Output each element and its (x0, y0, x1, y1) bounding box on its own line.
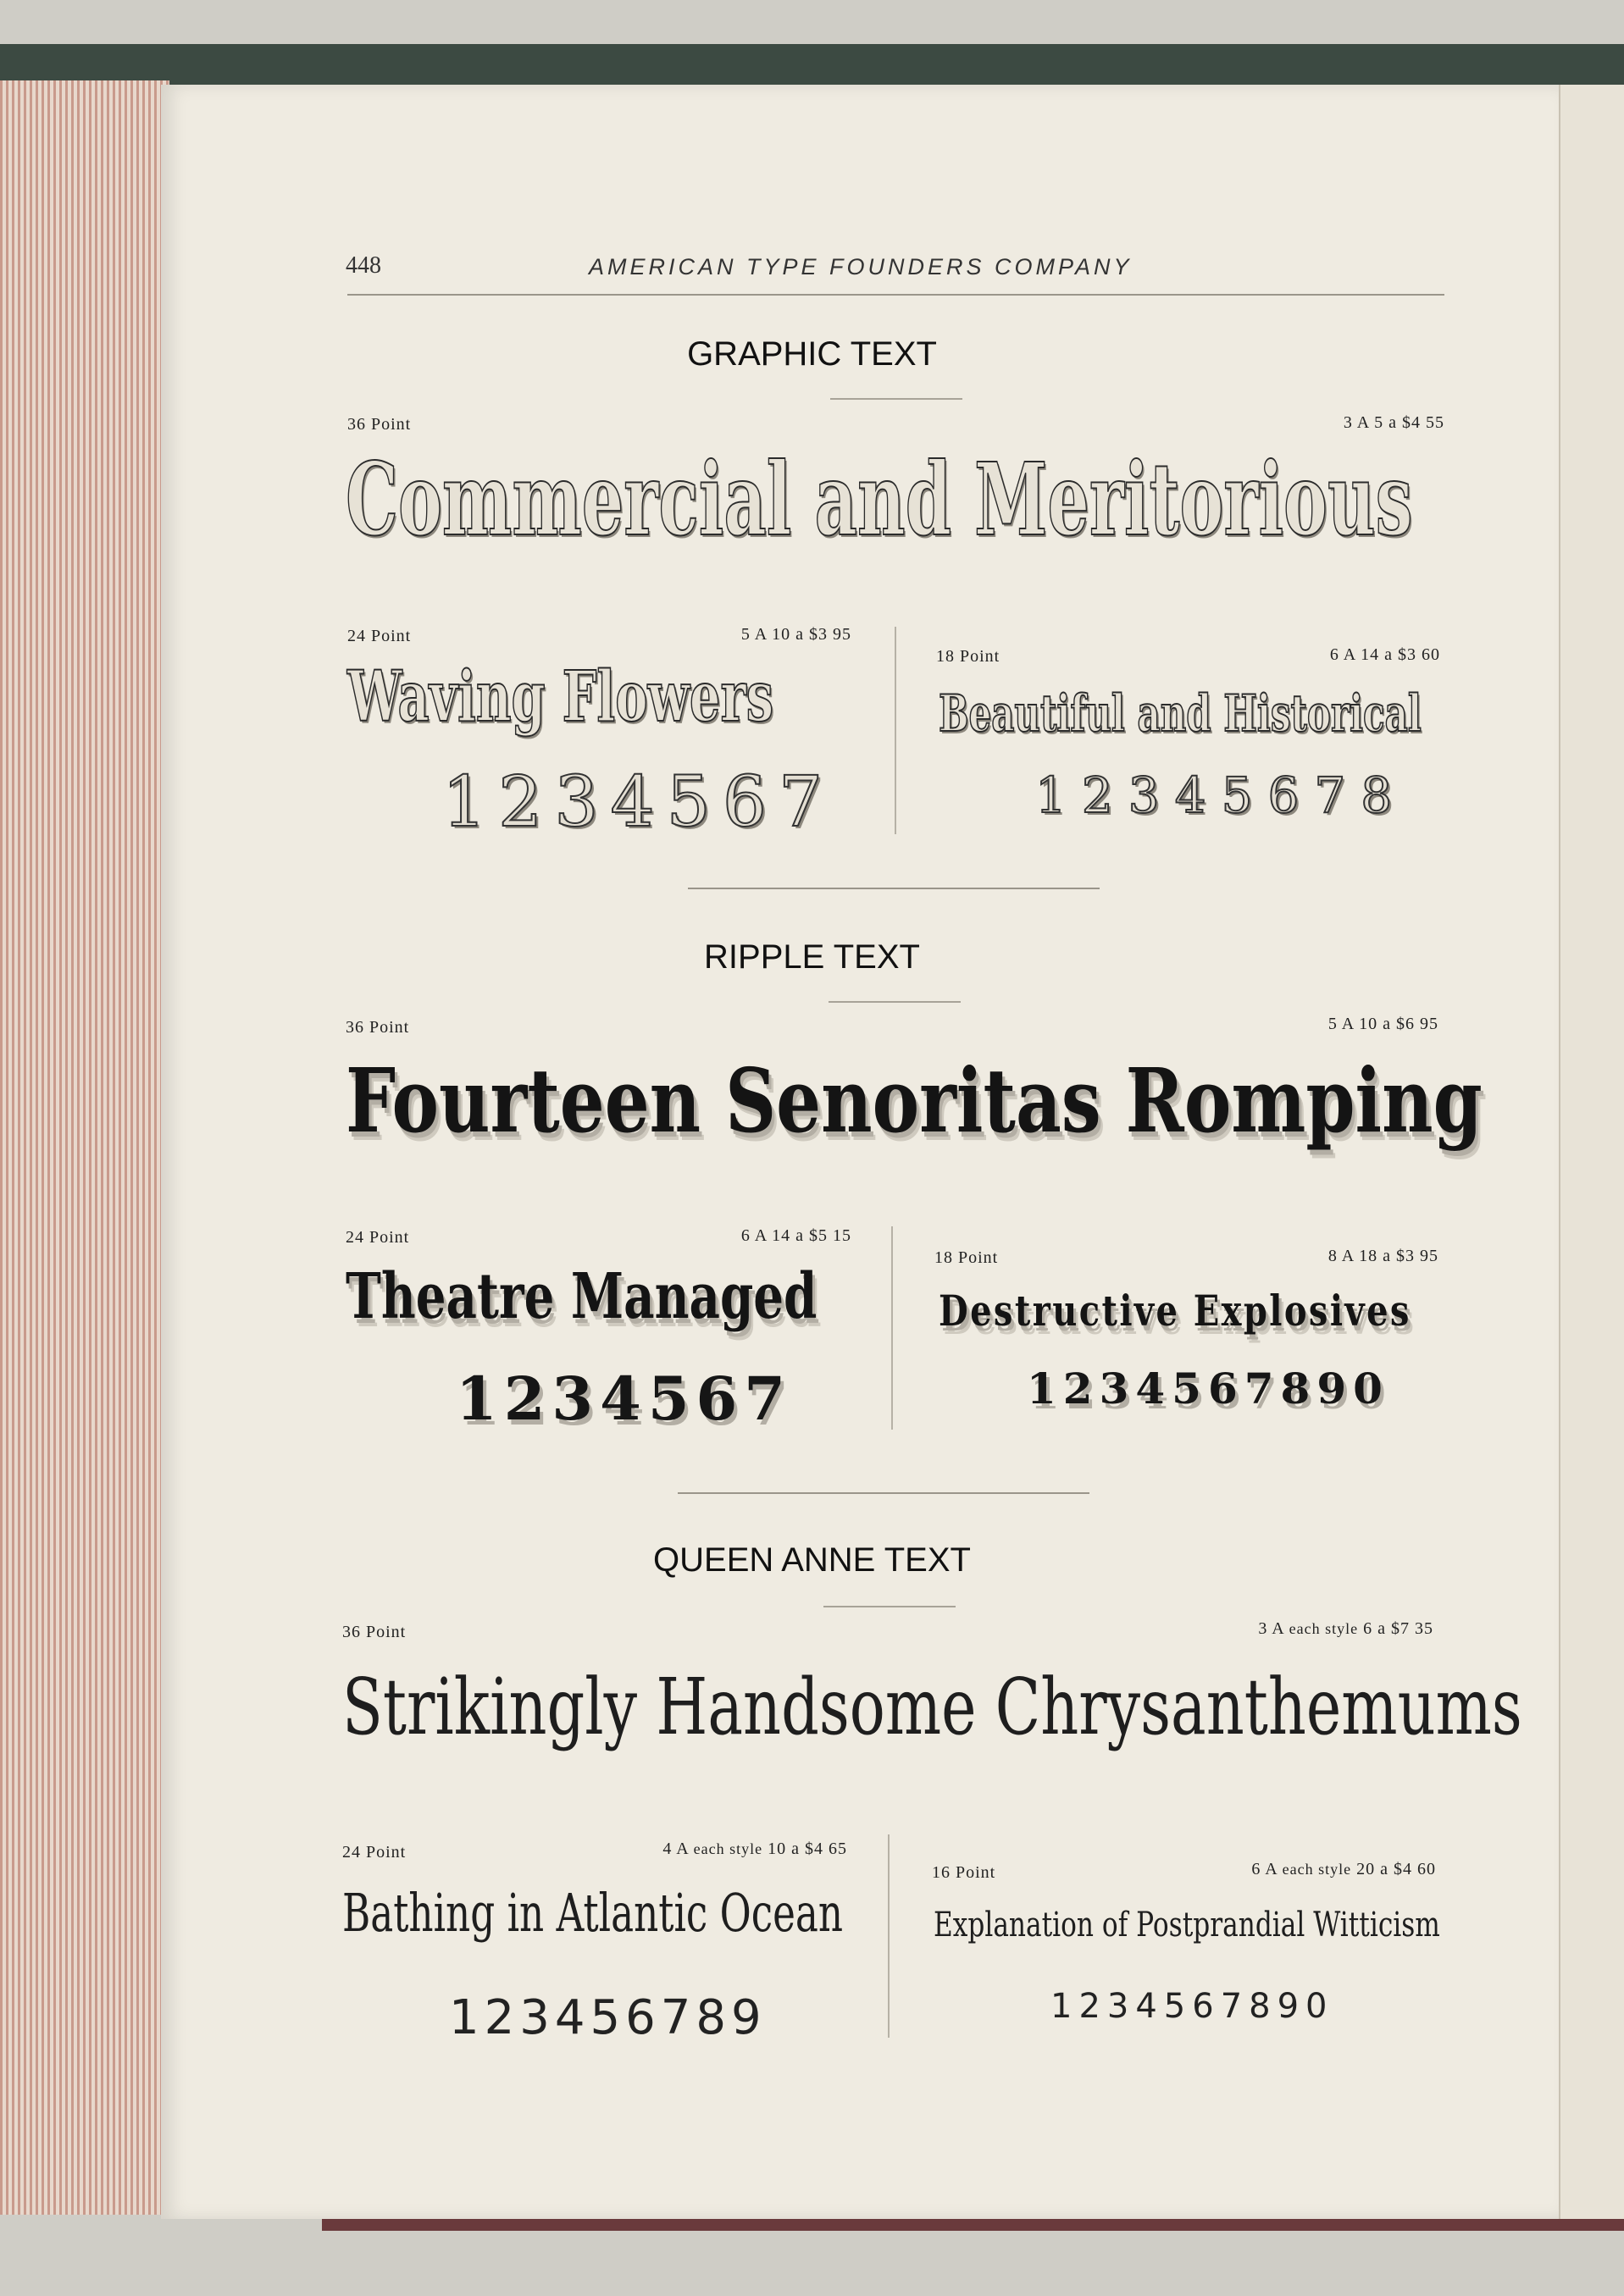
size-label: 36 Point (342, 1623, 407, 1641)
size-label: 16 Point (932, 1863, 996, 1882)
price-label: 6 A 14 a $5 15 (740, 1226, 851, 1245)
specimen-ripple-36: Fourteen Senoritas Romping (346, 1048, 1483, 1153)
numerals-queen-anne-16: 1234567890 (1050, 1987, 1334, 2026)
size-label: 18 Point (936, 647, 1000, 666)
numerals-ripple-18: 1234567890 (1027, 1364, 1389, 1414)
specimen-queen-anne-36: Strikingly Handsome Chrysanthemums (342, 1662, 1522, 1752)
column-divider (888, 1834, 890, 2038)
price-label: 3 A each style 6 a $7 35 (1258, 1619, 1433, 1638)
title-ornament (829, 1001, 961, 1003)
numerals-queen-anne-24: 123456789 (449, 1990, 767, 2045)
specimen-graphic-18: Beautiful and Historical (939, 684, 1422, 744)
facing-page-edge (1559, 85, 1624, 2219)
header-rule (347, 294, 1444, 296)
numerals-ripple-24: 1234567 (456, 1364, 792, 1434)
size-label: 24 Point (342, 1843, 407, 1862)
size-label: 36 Point (346, 1018, 410, 1037)
numerals-graphic-18: 12345678 (1035, 766, 1408, 824)
price-label: 5 A 10 a $3 95 (740, 625, 851, 644)
specimen-ripple-18: Destructive Explosives (939, 1286, 1411, 1336)
section-title-queen-anne: QUEEN ANNE TEXT (653, 1541, 971, 1579)
specimen-ripple-24: Theatre Managed (346, 1260, 818, 1333)
running-title: AMERICAN TYPE FOUNDERS COMPANY (589, 254, 1133, 279)
price-label: 3 A 5 a $4 55 (1343, 413, 1444, 432)
title-ornament (823, 1606, 956, 1607)
section-title-ripple: RIPPLE TEXT (704, 938, 920, 976)
page-number: 448 (346, 252, 381, 279)
size-label: 36 Point (347, 415, 412, 434)
numerals-graphic-24: 1234567 (442, 762, 835, 843)
price-label: 8 A 18 a $3 95 (1327, 1247, 1438, 1265)
column-divider (895, 627, 896, 834)
price-label: 6 A 14 a $3 60 (1329, 645, 1440, 664)
size-label: 24 Point (347, 627, 412, 645)
specimen-graphic-24: Waving Flowers (347, 656, 774, 738)
section-divider (678, 1492, 1089, 1494)
size-label: 18 Point (934, 1248, 999, 1267)
size-label: 24 Point (346, 1228, 410, 1247)
specimen-graphic-36: Commercial and Meritorious (346, 440, 1413, 558)
price-label: 4 A each style 10 a $4 65 (662, 1840, 847, 1858)
title-ornament (830, 398, 962, 400)
specimen-queen-anne-24: Bathing in Atlantic Ocean (342, 1882, 844, 1944)
section-title-graphic: GRAPHIC TEXT (687, 335, 937, 373)
column-divider (891, 1226, 893, 1430)
section-divider (688, 888, 1100, 889)
price-label: 6 A each style 20 a $4 60 (1251, 1860, 1436, 1878)
book-cover-top (0, 44, 1624, 85)
specimen-queen-anne-16: Explanation of Postprandial Witticism (934, 1906, 1440, 1945)
page-stack-edge (0, 80, 169, 2215)
price-label: 5 A 10 a $6 95 (1327, 1015, 1438, 1033)
book-cover-bottom (322, 2219, 1624, 2231)
